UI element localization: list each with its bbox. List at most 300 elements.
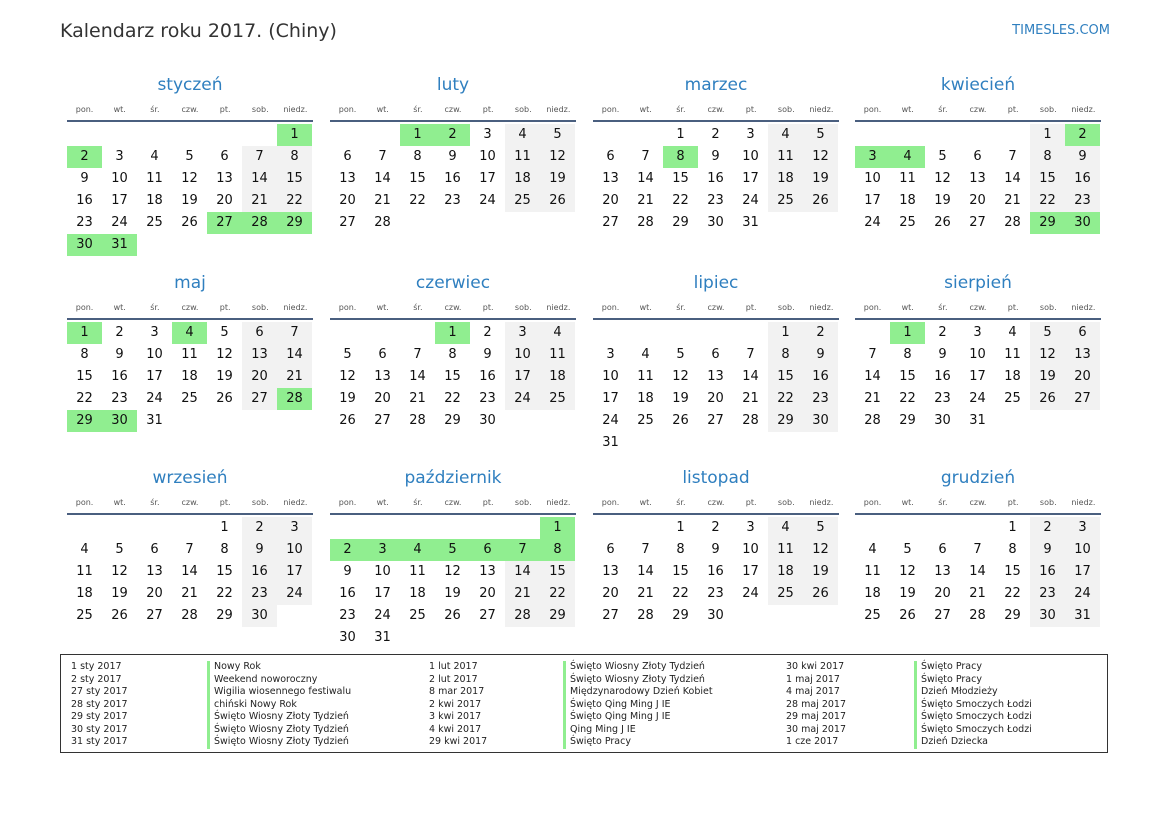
day-cell[interactable]: 21 (181, 586, 198, 601)
day-cell[interactable]: 2 (330, 539, 365, 561)
day-cell[interactable]: 16 (934, 369, 951, 384)
day-cell[interactable]: 18 (76, 586, 93, 601)
day-cell[interactable]: 22 (409, 193, 426, 208)
day-cell[interactable]: 10 (742, 149, 759, 164)
day-cell[interactable]: 28 (969, 608, 986, 623)
day-cell[interactable]: 12 (899, 564, 916, 579)
day-cell[interactable]: 15 (1004, 564, 1021, 579)
day-cell[interactable]: 24 (111, 215, 128, 230)
day-cell[interactable]: 8 (1030, 146, 1065, 168)
day-cell[interactable]: 30 (479, 413, 496, 428)
day-cell[interactable]: 19 (934, 193, 951, 208)
day-cell[interactable]: 18 (899, 193, 916, 208)
day-cell[interactable]: 26 (111, 608, 128, 623)
day-cell[interactable]: 11 (864, 564, 881, 579)
day-cell[interactable]: 1 (220, 520, 229, 535)
day-cell[interactable]: 10 (374, 564, 391, 579)
day-cell[interactable]: 3 (505, 322, 540, 344)
day-cell[interactable]: 15 (1030, 168, 1065, 190)
day-cell[interactable]: 12 (672, 369, 689, 384)
day-cell[interactable]: 13 (242, 344, 277, 366)
day-cell[interactable]: 20 (602, 193, 619, 208)
day-cell[interactable]: 26 (1030, 388, 1065, 410)
day-cell[interactable]: 15 (444, 369, 461, 384)
day-cell[interactable]: 15 (672, 564, 689, 579)
day-cell[interactable]: 29 (672, 608, 689, 623)
day-cell[interactable]: 23 (339, 608, 356, 623)
day-cell[interactable]: 19 (444, 586, 461, 601)
day-cell[interactable]: 29 (277, 212, 312, 234)
day-cell[interactable]: 13 (479, 564, 496, 579)
day-cell[interactable]: 26 (803, 583, 838, 605)
day-cell[interactable]: 29 (444, 413, 461, 428)
day-cell[interactable]: 23 (444, 193, 461, 208)
day-cell[interactable]: 15 (277, 168, 312, 190)
day-cell[interactable]: 7 (641, 149, 650, 164)
day-cell[interactable]: 10 (146, 347, 163, 362)
day-cell[interactable]: 20 (934, 586, 951, 601)
day-cell[interactable]: 13 (602, 171, 619, 186)
day-cell[interactable]: 8 (80, 347, 89, 362)
day-cell[interactable]: 15 (409, 171, 426, 186)
day-cell[interactable]: 17 (277, 561, 312, 583)
day-cell[interactable]: 3 (365, 539, 400, 561)
day-cell[interactable]: 3 (1065, 517, 1100, 539)
day-cell[interactable]: 2 (242, 517, 277, 539)
day-cell[interactable]: 27 (207, 212, 242, 234)
day-cell[interactable]: 4 (80, 542, 89, 557)
day-cell[interactable]: 22 (672, 586, 689, 601)
day-cell[interactable]: 9 (711, 149, 720, 164)
day-cell[interactable]: 27 (969, 215, 986, 230)
day-cell[interactable]: 1 (768, 322, 803, 344)
day-cell[interactable]: 17 (146, 369, 163, 384)
day-cell[interactable]: 15 (216, 564, 233, 579)
day-cell[interactable]: 4 (1008, 325, 1017, 340)
day-cell[interactable]: 11 (1004, 347, 1021, 362)
day-cell[interactable]: 2 (483, 325, 492, 340)
day-cell[interactable]: 6 (150, 542, 159, 557)
day-cell[interactable]: 20 (602, 586, 619, 601)
day-cell[interactable]: 17 (111, 193, 128, 208)
day-cell[interactable]: 14 (969, 564, 986, 579)
day-cell[interactable]: 6 (220, 149, 229, 164)
day-cell[interactable]: 9 (1030, 539, 1065, 561)
day-cell[interactable]: 18 (540, 366, 575, 388)
day-cell[interactable]: 3 (973, 325, 982, 340)
day-cell[interactable]: 16 (803, 366, 838, 388)
day-cell[interactable]: 15 (76, 369, 93, 384)
day-cell[interactable]: 14 (374, 171, 391, 186)
day-cell[interactable]: 16 (242, 561, 277, 583)
day-cell[interactable]: 25 (1004, 391, 1021, 406)
day-cell[interactable]: 25 (637, 413, 654, 428)
day-cell[interactable]: 8 (903, 347, 912, 362)
day-cell[interactable]: 26 (540, 190, 575, 212)
day-cell[interactable]: 23 (111, 391, 128, 406)
day-cell[interactable]: 6 (606, 542, 615, 557)
day-cell[interactable]: 19 (181, 193, 198, 208)
day-cell[interactable]: 7 (378, 149, 387, 164)
day-cell[interactable]: 26 (339, 413, 356, 428)
day-cell[interactable]: 22 (216, 586, 233, 601)
day-cell[interactable]: 28 (242, 212, 277, 234)
day-cell[interactable]: 6 (470, 539, 505, 561)
day-cell[interactable]: 4 (768, 124, 803, 146)
day-cell[interactable]: 18 (864, 586, 881, 601)
day-cell[interactable]: 16 (1065, 168, 1100, 190)
day-cell[interactable]: 1 (890, 322, 925, 344)
day-cell[interactable]: 10 (742, 542, 759, 557)
day-cell[interactable]: 12 (339, 369, 356, 384)
day-cell[interactable]: 28 (505, 605, 540, 627)
day-cell[interactable]: 5 (540, 124, 575, 146)
day-cell[interactable]: 30 (707, 215, 724, 230)
day-cell[interactable]: 18 (409, 586, 426, 601)
day-cell[interactable]: 8 (1008, 542, 1017, 557)
day-cell[interactable]: 2 (711, 127, 720, 142)
day-cell[interactable]: 5 (435, 539, 470, 561)
day-cell[interactable]: 8 (663, 146, 698, 168)
day-cell[interactable]: 16 (339, 586, 356, 601)
day-cell[interactable]: 24 (479, 193, 496, 208)
day-cell[interactable]: 30 (934, 413, 951, 428)
day-cell[interactable]: 1 (540, 517, 575, 539)
day-cell[interactable]: 16 (707, 564, 724, 579)
day-cell[interactable]: 10 (505, 344, 540, 366)
day-cell[interactable]: 20 (374, 391, 391, 406)
day-cell[interactable]: 30 (67, 234, 102, 256)
day-cell[interactable]: 17 (374, 586, 391, 601)
day-cell[interactable]: 11 (505, 146, 540, 168)
day-cell[interactable]: 2 (1030, 517, 1065, 539)
day-cell[interactable]: 28 (742, 413, 759, 428)
day-cell[interactable]: 26 (934, 215, 951, 230)
day-cell[interactable]: 19 (803, 561, 838, 583)
day-cell[interactable]: 2 (938, 325, 947, 340)
day-cell[interactable]: 1 (1008, 520, 1017, 535)
day-cell[interactable]: 22 (540, 583, 575, 605)
day-cell[interactable]: 5 (1030, 322, 1065, 344)
day-cell[interactable]: 22 (899, 391, 916, 406)
day-cell[interactable]: 28 (277, 388, 312, 410)
day-cell[interactable]: 26 (803, 190, 838, 212)
day-cell[interactable]: 9 (803, 344, 838, 366)
day-cell[interactable]: 8 (448, 347, 457, 362)
day-cell[interactable]: 10 (277, 539, 312, 561)
day-cell[interactable]: 11 (899, 171, 916, 186)
day-cell[interactable]: 3 (277, 517, 312, 539)
day-cell[interactable]: 23 (707, 586, 724, 601)
day-cell[interactable]: 10 (602, 369, 619, 384)
day-cell[interactable]: 20 (339, 193, 356, 208)
day-cell[interactable]: 2 (711, 520, 720, 535)
day-cell[interactable]: 25 (540, 388, 575, 410)
day-cell[interactable]: 11 (540, 344, 575, 366)
day-cell[interactable]: 10 (111, 171, 128, 186)
day-cell[interactable]: 27 (242, 388, 277, 410)
day-cell[interactable]: 27 (602, 608, 619, 623)
day-cell[interactable]: 17 (742, 171, 759, 186)
day-cell[interactable]: 22 (768, 388, 803, 410)
day-cell[interactable]: 26 (216, 391, 233, 406)
day-cell[interactable]: 13 (374, 369, 391, 384)
day-cell[interactable]: 27 (934, 608, 951, 623)
day-cell[interactable]: 5 (185, 149, 194, 164)
day-cell[interactable]: 18 (768, 168, 803, 190)
day-cell[interactable]: 14 (1004, 171, 1021, 186)
day-cell[interactable]: 29 (768, 410, 803, 432)
day-cell[interactable]: 5 (938, 149, 947, 164)
day-cell[interactable]: 10 (864, 171, 881, 186)
day-cell[interactable]: 4 (641, 347, 650, 362)
day-cell[interactable]: 4 (540, 322, 575, 344)
day-cell[interactable]: 12 (1030, 344, 1065, 366)
day-cell[interactable]: 25 (505, 190, 540, 212)
day-cell[interactable]: 19 (1030, 366, 1065, 388)
day-cell[interactable]: 25 (768, 583, 803, 605)
day-cell[interactable]: 7 (185, 542, 194, 557)
day-cell[interactable]: 6 (1065, 322, 1100, 344)
day-cell[interactable]: 27 (374, 413, 391, 428)
day-cell[interactable]: 23 (1030, 583, 1065, 605)
day-cell[interactable]: 1 (400, 124, 435, 146)
day-cell[interactable]: 29 (216, 608, 233, 623)
day-cell[interactable]: 23 (934, 391, 951, 406)
day-cell[interactable]: 10 (479, 149, 496, 164)
day-cell[interactable]: 31 (602, 435, 619, 450)
day-cell[interactable]: 8 (413, 149, 422, 164)
day-cell[interactable]: 19 (540, 168, 575, 190)
day-cell[interactable]: 7 (242, 146, 277, 168)
day-cell[interactable]: 14 (864, 369, 881, 384)
day-cell[interactable]: 23 (707, 193, 724, 208)
day-cell[interactable]: 4 (890, 146, 925, 168)
day-cell[interactable]: 17 (864, 193, 881, 208)
day-cell[interactable]: 11 (181, 347, 198, 362)
day-cell[interactable]: 8 (220, 542, 229, 557)
day-cell[interactable]: 30 (102, 410, 137, 432)
day-cell[interactable]: 28 (637, 215, 654, 230)
day-cell[interactable]: 21 (277, 366, 312, 388)
day-cell[interactable]: 14 (637, 171, 654, 186)
day-cell[interactable]: 3 (606, 347, 615, 362)
day-cell[interactable]: 24 (602, 413, 619, 428)
day-cell[interactable]: 12 (934, 171, 951, 186)
day-cell[interactable]: 24 (969, 391, 986, 406)
day-cell[interactable]: 13 (216, 171, 233, 186)
day-cell[interactable]: 5 (903, 542, 912, 557)
day-cell[interactable]: 13 (969, 171, 986, 186)
day-cell[interactable]: 16 (707, 171, 724, 186)
day-cell[interactable]: 2 (1065, 124, 1100, 146)
day-cell[interactable]: 20 (969, 193, 986, 208)
day-cell[interactable]: 14 (505, 561, 540, 583)
day-cell[interactable]: 22 (672, 193, 689, 208)
day-cell[interactable]: 9 (343, 564, 352, 579)
day-cell[interactable]: 13 (602, 564, 619, 579)
day-cell[interactable]: 24 (864, 215, 881, 230)
day-cell[interactable]: 10 (969, 347, 986, 362)
day-cell[interactable]: 8 (676, 542, 685, 557)
day-cell[interactable]: 30 (242, 605, 277, 627)
day-cell[interactable]: 3 (746, 520, 755, 535)
day-cell[interactable]: 9 (242, 539, 277, 561)
day-cell[interactable]: 29 (540, 605, 575, 627)
day-cell[interactable]: 19 (672, 391, 689, 406)
day-cell[interactable]: 11 (768, 539, 803, 561)
day-cell[interactable]: 21 (969, 586, 986, 601)
day-cell[interactable]: 9 (80, 171, 89, 186)
day-cell[interactable]: 8 (277, 146, 312, 168)
day-cell[interactable]: 31 (102, 234, 137, 256)
day-cell[interactable]: 12 (803, 539, 838, 561)
day-cell[interactable]: 6 (938, 542, 947, 557)
day-cell[interactable]: 21 (864, 391, 881, 406)
day-cell[interactable]: 25 (864, 608, 881, 623)
day-cell[interactable]: 6 (242, 322, 277, 344)
day-cell[interactable]: 13 (146, 564, 163, 579)
day-cell[interactable]: 24 (146, 391, 163, 406)
day-cell[interactable]: 22 (444, 391, 461, 406)
day-cell[interactable]: 14 (742, 369, 759, 384)
day-cell[interactable]: 29 (67, 410, 102, 432)
day-cell[interactable]: 3 (855, 146, 890, 168)
day-cell[interactable]: 9 (115, 347, 124, 362)
day-cell[interactable]: 9 (448, 149, 457, 164)
day-cell[interactable]: 14 (242, 168, 277, 190)
day-cell[interactable]: 31 (742, 215, 759, 230)
day-cell[interactable]: 29 (899, 413, 916, 428)
day-cell[interactable]: 7 (505, 539, 540, 561)
day-cell[interactable]: 4 (172, 322, 207, 344)
day-cell[interactable]: 19 (803, 168, 838, 190)
day-cell[interactable]: 1 (676, 520, 685, 535)
day-cell[interactable]: 17 (602, 391, 619, 406)
day-cell[interactable]: 30 (1030, 605, 1065, 627)
day-cell[interactable]: 30 (803, 410, 838, 432)
day-cell[interactable]: 30 (707, 608, 724, 623)
day-cell[interactable]: 28 (181, 608, 198, 623)
day-cell[interactable]: 22 (76, 391, 93, 406)
day-cell[interactable]: 4 (868, 542, 877, 557)
day-cell[interactable]: 31 (374, 630, 391, 645)
day-cell[interactable]: 8 (540, 539, 575, 561)
day-cell[interactable]: 12 (444, 564, 461, 579)
day-cell[interactable]: 9 (938, 347, 947, 362)
day-cell[interactable]: 20 (216, 193, 233, 208)
day-cell[interactable]: 18 (768, 561, 803, 583)
day-cell[interactable]: 20 (242, 366, 277, 388)
day-cell[interactable]: 25 (899, 215, 916, 230)
day-cell[interactable]: 7 (413, 347, 422, 362)
day-cell[interactable]: 19 (216, 369, 233, 384)
day-cell[interactable]: 25 (409, 608, 426, 623)
day-cell[interactable]: 15 (899, 369, 916, 384)
day-cell[interactable]: 27 (339, 215, 356, 230)
day-cell[interactable]: 21 (242, 190, 277, 212)
day-cell[interactable]: 4 (400, 539, 435, 561)
day-cell[interactable]: 29 (672, 215, 689, 230)
day-cell[interactable]: 5 (343, 347, 352, 362)
day-cell[interactable]: 5 (803, 124, 838, 146)
day-cell[interactable]: 13 (707, 369, 724, 384)
day-cell[interactable]: 24 (277, 583, 312, 605)
day-cell[interactable]: 5 (115, 542, 124, 557)
day-cell[interactable]: 4 (505, 124, 540, 146)
day-cell[interactable]: 19 (339, 391, 356, 406)
day-cell[interactable]: 13 (339, 171, 356, 186)
day-cell[interactable]: 31 (1065, 605, 1100, 627)
day-cell[interactable]: 3 (746, 127, 755, 142)
day-cell[interactable]: 20 (1065, 366, 1100, 388)
day-cell[interactable]: 23 (479, 391, 496, 406)
day-cell[interactable]: 26 (181, 215, 198, 230)
day-cell[interactable]: 23 (242, 583, 277, 605)
day-cell[interactable]: 15 (768, 366, 803, 388)
day-cell[interactable]: 27 (479, 608, 496, 623)
day-cell[interactable]: 25 (76, 608, 93, 623)
day-cell[interactable]: 1 (277, 124, 312, 146)
day-cell[interactable]: 7 (1008, 149, 1017, 164)
day-cell[interactable]: 14 (409, 369, 426, 384)
day-cell[interactable]: 26 (899, 608, 916, 623)
day-cell[interactable]: 21 (742, 391, 759, 406)
day-cell[interactable]: 29 (1004, 608, 1021, 623)
day-cell[interactable]: 7 (973, 542, 982, 557)
day-cell[interactable]: 12 (181, 171, 198, 186)
day-cell[interactable]: 11 (76, 564, 93, 579)
day-cell[interactable]: 2 (435, 124, 470, 146)
day-cell[interactable]: 1 (1030, 124, 1065, 146)
day-cell[interactable]: 7 (277, 322, 312, 344)
day-cell[interactable]: 5 (220, 325, 229, 340)
day-cell[interactable]: 7 (746, 347, 755, 362)
day-cell[interactable]: 11 (409, 564, 426, 579)
day-cell[interactable]: 28 (637, 608, 654, 623)
day-cell[interactable]: 4 (150, 149, 159, 164)
site-link[interactable]: TIMESLES.COM (1012, 23, 1110, 38)
day-cell[interactable]: 26 (444, 608, 461, 623)
day-cell[interactable]: 6 (973, 149, 982, 164)
day-cell[interactable]: 1 (676, 127, 685, 142)
day-cell[interactable]: 24 (505, 388, 540, 410)
day-cell[interactable]: 6 (343, 149, 352, 164)
day-cell[interactable]: 6 (711, 347, 720, 362)
day-cell[interactable]: 21 (637, 586, 654, 601)
day-cell[interactable]: 20 (707, 391, 724, 406)
day-cell[interactable]: 24 (742, 193, 759, 208)
day-cell[interactable]: 21 (505, 583, 540, 605)
day-cell[interactable]: 2 (115, 325, 124, 340)
day-cell[interactable]: 6 (378, 347, 387, 362)
day-cell[interactable]: 3 (150, 325, 159, 340)
day-cell[interactable]: 22 (277, 190, 312, 212)
day-cell[interactable]: 11 (768, 146, 803, 168)
day-cell[interactable]: 25 (181, 391, 198, 406)
day-cell[interactable]: 28 (374, 215, 391, 230)
day-cell[interactable]: 12 (540, 146, 575, 168)
day-cell[interactable]: 2 (67, 146, 102, 168)
day-cell[interactable]: 18 (505, 168, 540, 190)
day-cell[interactable]: 15 (672, 171, 689, 186)
day-cell[interactable]: 27 (146, 608, 163, 623)
day-cell[interactable]: 2 (803, 322, 838, 344)
day-cell[interactable]: 1 (67, 322, 102, 344)
day-cell[interactable]: 28 (409, 413, 426, 428)
day-cell[interactable]: 18 (1004, 369, 1021, 384)
day-cell[interactable]: 25 (768, 190, 803, 212)
